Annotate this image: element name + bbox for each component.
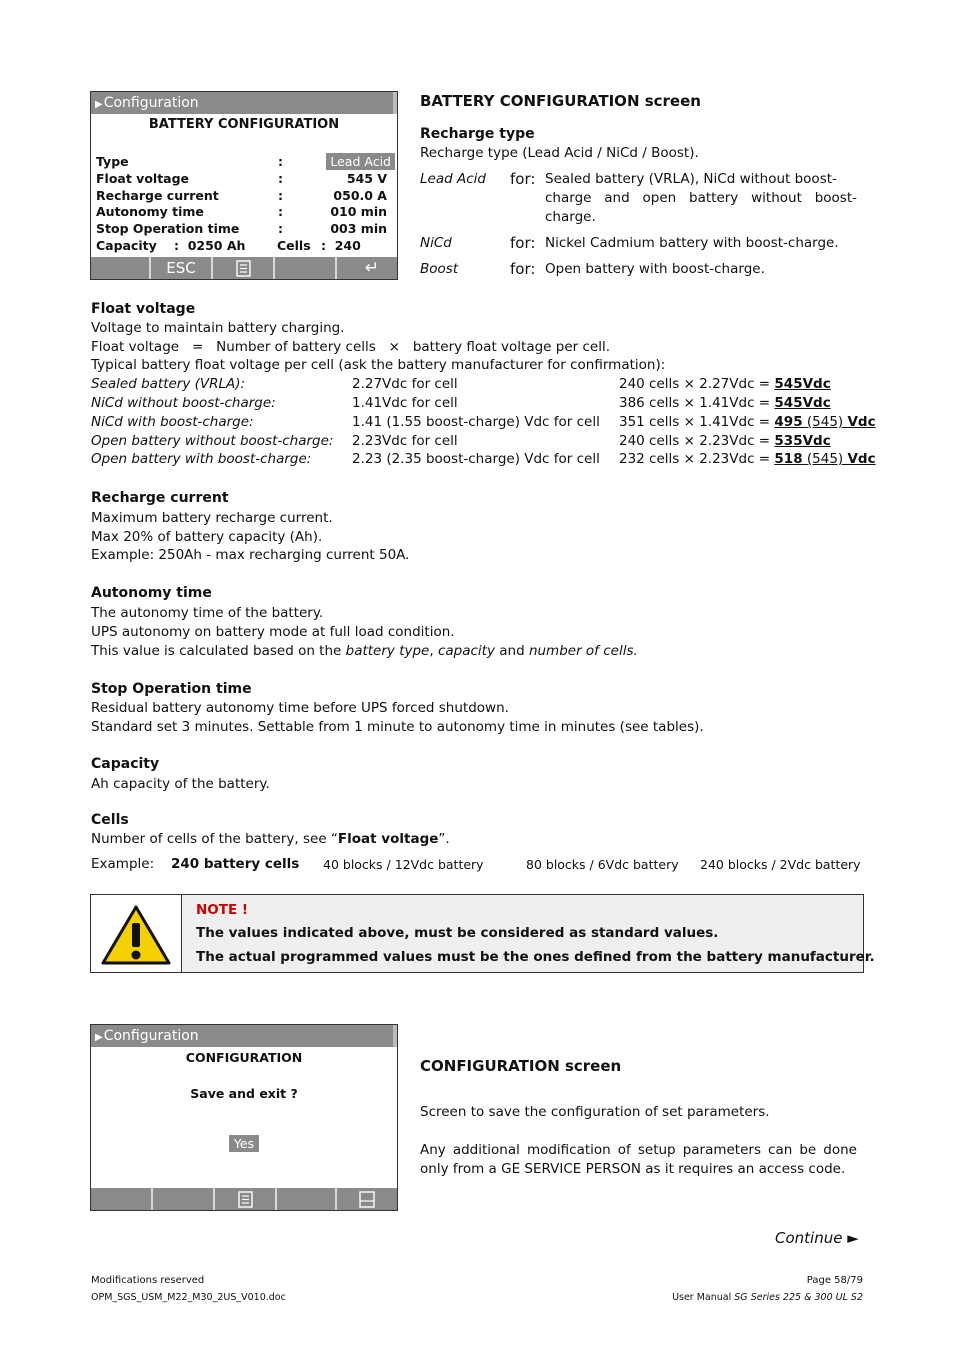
row-value: 545 V [346,171,387,186]
cells-example-main: 240 battery cells [171,856,300,872]
row-label: Recharge current [96,188,219,203]
fv-result: 545Vdc [774,376,831,392]
blank-softkey[interactable] [153,1188,213,1210]
lcd-heading: BATTERY CONFIGURATION [148,117,340,132]
lcd-row-autonomy-time[interactable] [96,203,387,220]
autonomy-time-title: Autonomy time [91,585,212,601]
fv-result: 535Vdc [774,433,831,449]
fv-cell-voltage: 1.41 (1.55 boost-charge) Vdc for cell [352,414,600,430]
enter-button[interactable] [337,257,397,279]
cells-line [91,831,450,847]
fv-calc-text: 351 cells × 1.41Vdc = [619,414,775,430]
stop-operation-line: Standard set 3 minutes. Settable from 1 minute to autonomy time in minutes (see tables). [91,719,704,735]
note-icon-cell [91,895,182,972]
title-grip [393,1025,397,1047]
note-title: NOTE ! [196,902,249,918]
fv-calc [619,376,831,392]
type-name-nicd: NiCd [420,235,452,251]
row-label: Stop Operation time [96,221,240,236]
menu-list-button[interactable] [215,1188,275,1210]
type-name-boost: Boost [420,261,459,277]
fv-result: 545Vdc [774,395,831,411]
fv-type: Sealed battery (VRLA): [91,376,246,392]
save-button[interactable] [337,1188,397,1210]
float-voltage-line: Voltage to maintain battery charging. [91,320,345,336]
footer-docname: OPM_SGS_USM_M22_M30_2US_V010.doc [91,1292,286,1303]
row-colon: : [278,188,283,203]
battery-config-lcd [90,91,398,280]
fv-calc [619,414,876,430]
lcd-row-float-voltage[interactable] [96,170,387,187]
type-for: for: [510,234,536,252]
lcd-softkey-bar [91,1188,397,1210]
text-run: This value is calculated based on the [91,643,346,659]
configuration-screen-title: CONFIGURATION screen [420,1057,622,1075]
capacity-title: Capacity [91,756,160,772]
fv-type: NiCd with boost-charge: [91,414,254,430]
row-label: Float voltage [96,171,190,186]
title-grip [393,92,397,114]
capacity-value: : 0250 Ah [174,238,246,253]
row-label: Type [96,154,129,169]
lcd-title: Configuration [103,1028,199,1044]
row-colon: : [278,171,283,186]
text-run: . [633,643,638,659]
yes-button[interactable]: Yes [229,1135,259,1152]
type-desc-line: charge and open battery without boost- [545,190,857,206]
type-desc-line: charge. [545,209,596,225]
capacity-label: Capacity [96,238,157,253]
float-voltage-formula: Float voltage = Number of battery cells × battery float voltage per cell. [91,339,610,355]
row-value: 003 min [330,221,387,236]
recharge-type-title: Recharge type [420,126,535,142]
lcd-row-stop-operation[interactable] [96,220,387,237]
stop-operation-line: Residual battery autonomy time before UPS forced shutdown. [91,700,509,716]
continue-link[interactable]: Continue ► [775,1229,859,1247]
type-name-lead-acid: Lead Acid [420,171,486,187]
float-voltage-title: Float voltage [91,301,196,317]
fv-calc-text: 240 cells × 2.23Vdc = [619,433,775,449]
note-box [90,894,875,973]
yes-row [91,1136,397,1151]
row-colon: : [278,221,283,236]
type-desc-line: Sealed battery (VRLA), NiCd without boost- [545,171,837,187]
list-menu-icon [215,1188,275,1210]
fv-cell-voltage: 1.41Vdc for cell [352,395,458,411]
caret-right-icon: ▶ [95,99,103,110]
cells-example-label: Example: [91,856,155,872]
lcd-row-recharge-current[interactable] [96,187,387,204]
type-desc-line: Nickel Cadmium battery with boost-charge. [545,235,839,251]
capacity-line: Ah capacity of the battery. [91,776,270,792]
list-menu-icon [213,257,273,279]
config-desc: Any additional modification of setup parameters can be done [420,1142,857,1158]
fv-result-alt: (545) [802,414,848,430]
text-run: SG Series 225 & 300 UL S2 [734,1292,863,1303]
recharge-type-desc: Recharge type (Lead Acid / NiCd / Boost). [420,145,699,161]
blank-softkey[interactable] [277,1188,335,1210]
text-run: battery type [345,643,430,659]
fv-calc [619,433,831,449]
type-for: for: [510,260,536,278]
fv-cell-voltage: 2.23Vdc for cell [352,433,458,449]
row-label: Autonomy time [96,204,204,219]
lcd-softkey-bar [91,257,397,279]
row-value: 010 min [330,204,387,219]
autonomy-time-line: The autonomy time of the battery. [91,605,324,621]
fv-type: Open battery with boost-charge: [91,451,312,467]
type-desc-line: Open battery with boost-charge. [545,261,765,277]
float-voltage-ref: Float voltage [337,831,439,847]
note-line: The values indicated above, must be considered as standard values. [196,925,719,941]
save-exit-question: Save and exit ? [190,1086,298,1101]
fv-result: 495 [774,414,803,430]
esc-button[interactable]: ESC [166,259,196,277]
fv-result: 518 [774,451,803,467]
autonomy-time-line [91,643,638,659]
cells-label: Cells [277,238,311,253]
lcd-title-bar [91,1025,397,1047]
cells-value: : 240 [321,238,361,253]
lcd-row-type[interactable] [96,153,391,170]
fv-cell-voltage: 2.27Vdc for cell [352,376,458,392]
row-value: 050.0 A [333,188,387,203]
fv-result-unit: Vdc [847,451,876,467]
save-icon [337,1188,397,1210]
text-run: number of cells [528,643,634,659]
config-desc: Screen to save the configuration of set parameters. [420,1104,770,1120]
text-run: , [429,643,438,659]
fv-cell-voltage: 2.23 (2.35 boost-charge) Vdc for cell [352,451,600,467]
fv-calc [619,395,831,411]
note-line: The actual programmed values must be the ones defined from the battery manufacturer. [196,949,875,965]
float-voltage-line: Typical battery float voltage per cell (ask the battery manufacturer for confirmation): [91,357,666,373]
battery-config-screen-title: BATTERY CONFIGURATION screen [420,92,701,110]
fv-calc-text: 386 cells × 1.41Vdc = [619,395,775,411]
lcd-title-bar [91,92,397,114]
lcd-title: Configuration [103,95,199,111]
fv-calc-text: 232 cells × 2.23Vdc = [619,451,775,467]
cells-example-option: 40 blocks / 12Vdc battery [323,857,484,872]
recharge-current-line: Example: 250Ah - max recharging current 50A. [91,547,410,563]
text-run: User Manual [672,1292,735,1303]
footer-manual [672,1292,863,1303]
fv-calc [619,451,876,467]
row-colon: : [278,204,283,219]
cells-title: Cells [91,812,129,828]
recharge-current-title: Recharge current [91,490,229,506]
type-for: for: [510,170,536,188]
type-value-selected[interactable]: Lead Acid [326,153,395,170]
text-run: and [494,643,529,659]
fv-result-unit: Vdc [847,414,876,430]
cells-example-option: 240 blocks / 2Vdc battery [700,857,861,872]
fv-calc-text: 240 cells × 2.27Vdc = [619,376,775,392]
fv-type: NiCd without boost-charge: [91,395,276,411]
blank-softkey[interactable] [91,1188,151,1210]
configuration-lcd [90,1024,398,1211]
config-desc: only from a GE SERVICE PERSON as it requires an access code. [420,1161,846,1177]
cells-example-option: 80 blocks / 6Vdc battery [526,857,679,872]
caret-right-icon: ▶ [95,1032,103,1043]
fv-type: Open battery without boost-charge: [91,433,334,449]
lcd-row-capacity-cells[interactable] [96,237,387,254]
text-run: Number of cells of the battery, see “ [91,831,338,847]
blank-softkey[interactable] [275,257,335,279]
menu-list-button[interactable] [213,257,273,279]
fv-result-alt: (545) [802,451,848,467]
footer-page-number: Page 58/79 [806,1275,863,1286]
text-run: ”. [438,831,450,847]
recharge-current-line: Max 20% of battery capacity (Ah). [91,529,323,545]
recharge-current-line: Maximum battery recharge current. [91,510,333,526]
text-run: capacity [437,643,495,659]
autonomy-time-line: UPS autonomy on battery mode at full load condition. [91,624,455,640]
footer-modifications: Modifications reserved [91,1275,205,1286]
enter-icon: ↵ [364,258,380,278]
stop-operation-title: Stop Operation time [91,681,252,697]
warning-icon [91,895,181,972]
row-colon: : [278,154,283,169]
lcd-heading: CONFIGURATION [185,1050,303,1065]
